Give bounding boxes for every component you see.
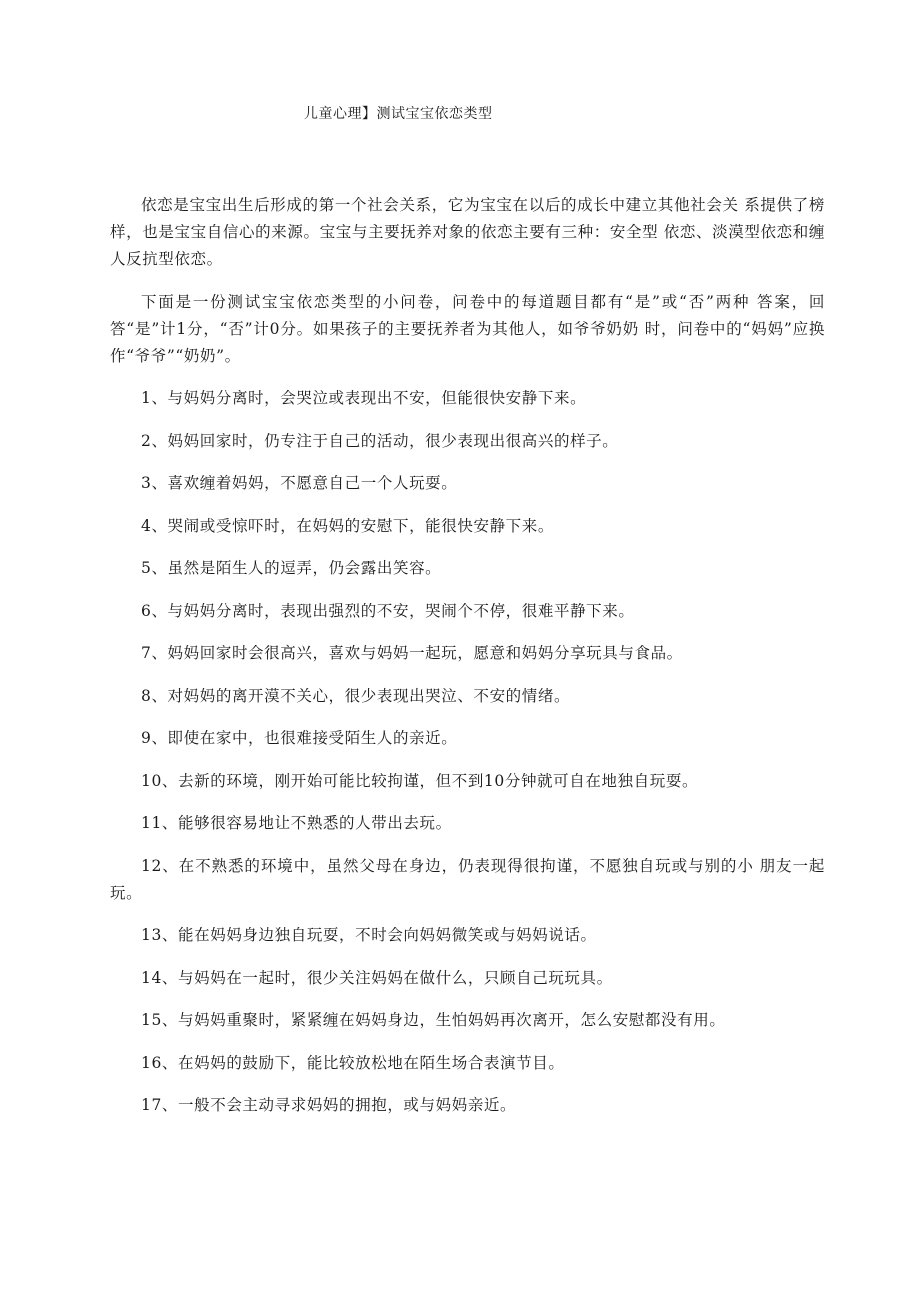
question-item-4: 4、哭闹或受惊吓时，在妈妈的安慰下，能很快安静下来。	[141, 516, 554, 535]
question-item-2: 2、妈妈回家时，仍专注于自己的活动，很少表现出很高兴的样子。	[141, 431, 619, 450]
question-list	[110, 385, 825, 1135]
question-item-14: 14、与妈妈在一起时，很少关注妈妈在做什么，只顾自己玩玩具。	[141, 968, 613, 987]
question-item-10: 10、去新的环境，刚开始可能比较拘谨，但不到10分钟就可自在地独自玩耍。	[141, 771, 699, 790]
question-item-17: 17、一般不会主动寻求妈妈的拥抱，或与妈妈亲近。	[141, 1096, 517, 1114]
intro-paragraph: 依恋是宝宝出生后形成的第一个社会关系，它为宝宝在以后的成长中建立其他社会关 系提供了榜样，也是宝宝自信心的来源。宝宝与主要抚养对象的依恋主要有三种：安全型 依恋、淡漠型依恋和缠人反抗型依恋。	[110, 196, 825, 268]
question-item-8: 8、对妈妈的离开漠不关心，很少表现出哭泣、不安的情绪。	[141, 686, 571, 705]
question-item-3: 3、喜欢缠着妈妈，不愿意自己一个人玩耍。	[141, 474, 458, 492]
question-item-5: 5、虽然是陌生人的逗弄，仍会露出笑容。	[141, 559, 442, 577]
question-item-12: 12、在不熟悉的环境中，虽然父母在身边，仍表现得很拘谨，不愿独自玩或与别的小 朋友一起玩。	[110, 856, 825, 902]
question-item-16: 16、在妈妈的鼓励下，能比较放松地在陌生场合表演节目。	[141, 1053, 565, 1072]
instructions-paragraph: 下面是一份测试宝宝依恋类型的小问卷，问卷中的每道题目都有“是”或“否”两种 答案，回答“是”计1分，“否”计0分。如果孩子的主要抚养者为其他人，如爷爷奶奶 时，问卷中的“妈妈”应换作“爷爷”“奶奶”。	[110, 293, 825, 365]
question-item-7: 7、妈妈回家时会很高兴，喜欢与妈妈一起玩，愿意和妈妈分享玩具与食品。	[141, 644, 683, 662]
question-item-15: 15、与妈妈重聚时，紧紧缠在妈妈身边，生怕妈妈再次离开，怎么安慰都没有用。	[141, 1011, 726, 1029]
question-item-13: 13、能在妈妈身边独自玩耍，不时会向妈妈微笑或与妈妈说话。	[141, 926, 597, 944]
question-item-9: 9、即使在家中，也很难接受陌生人的亲近。	[141, 729, 458, 747]
question-item-6: 6、与妈妈分离时，表现出强烈的不安，哭闹个不停，很难平静下来。	[141, 601, 635, 620]
question-item-1: 1、与妈妈分离时，会哭泣或表现出不安，但能很快安静下来。	[141, 389, 587, 407]
question-item-11: 11、能够很容易地让不熟悉的人带出去玩。	[141, 814, 452, 832]
document-title: 儿童心理】测试宝宝依恋类型	[304, 106, 493, 122]
